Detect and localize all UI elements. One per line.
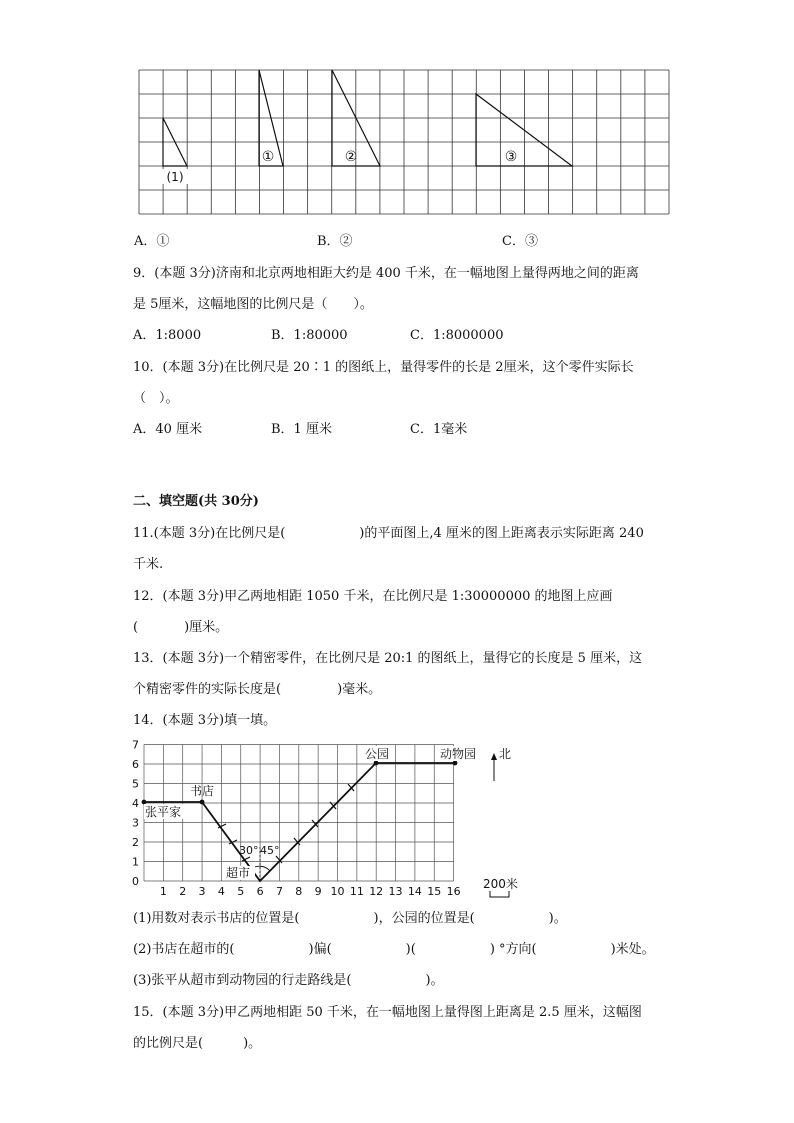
label-angle-30: 30°: [239, 844, 259, 857]
y-axis-ticks: [132, 739, 139, 889]
label-zoo: 动物园: [440, 747, 477, 761]
q14-2-text-e: )米处。: [610, 942, 655, 957]
x-tick-label: 3: [198, 885, 206, 898]
q9-option-c: C．1:8000000: [410, 328, 504, 343]
q14-3-text-b: )。: [425, 973, 444, 988]
label-scale: 200米: [483, 877, 518, 891]
q14-2-text-a: (2)书店在超市的(: [133, 942, 235, 957]
x-tick-label: 5: [237, 885, 245, 898]
q14-sub-1: [133, 911, 567, 927]
y-tick-label: 0: [132, 875, 139, 888]
q9-line-2: 是 5厘米，这幅地图的比例尺是（ ）。: [133, 297, 373, 312]
q9-line-1: 9．(本题 3分)济南和北京两地相距大约是 400 千米，在一幅地图上量得两地之间的距离: [133, 266, 639, 281]
x-tick-label: 10: [330, 885, 345, 898]
map-grid: [144, 745, 454, 882]
q10-option-b: B．1 厘米: [271, 422, 332, 437]
q14-1-text-c: )。: [548, 911, 567, 926]
q15-line-1: 15．(本题 3分)甲乙两地相距 50 千米，在一幅地图上量得图上距离是 2.5 厘米，这幅图: [133, 1005, 642, 1020]
point-park: [374, 761, 379, 766]
q9-option-a: A．1:8000: [133, 328, 202, 343]
point-home: [142, 800, 147, 805]
q11-line-2: 千米.: [133, 557, 164, 572]
x-tick-label: 6: [256, 885, 264, 898]
section-2-title: 二、填空题(共 30分): [133, 494, 259, 509]
q10-line-1: 10．(本题 3分)在比例尺是 20∶1 的图纸上，量得零件的长是 2厘米，这个零件实际长: [133, 360, 634, 375]
q12-line-2: [133, 620, 228, 636]
label-north: 北: [499, 747, 512, 761]
q11-text-a: 11.(本题 3分)在比例尺是(: [133, 526, 286, 541]
x-tick-label: 2: [179, 885, 187, 898]
x-tick-label: 8: [295, 885, 303, 898]
q9-option-b: B．1:80000: [271, 328, 348, 343]
q14-2-text-c: )(: [405, 942, 416, 957]
q13-line-1: 13．(本题 3分)一个精密零件，在比例尺是 20:1 的图纸上，量得它的长度是 5 厘米，这: [133, 651, 643, 666]
label-triangle-2: ②: [344, 149, 358, 165]
x-axis-ticks: [160, 885, 461, 898]
y-tick-label: 1: [132, 855, 139, 869]
y-tick-label: 7: [132, 738, 139, 752]
q8-option-c: C．③: [502, 234, 538, 249]
x-tick-label: 1: [159, 885, 167, 898]
q8-option-a: A．①: [134, 234, 170, 249]
q12-line-1: 12．(本题 3分)甲乙两地相距 1050 千米，在比例尺是 1:30000000 的地图上应画: [133, 589, 613, 604]
q14-sub-3: [133, 973, 444, 989]
q11-text-b: )的平面图上,4 厘米的图上距离表示实际距离 240: [359, 526, 644, 541]
q15-line-2: [133, 1036, 261, 1052]
q15-text-a: 的比例尺是(: [133, 1036, 204, 1051]
y-tick-label: 5: [132, 777, 139, 791]
q14-title: 14．(本题 3分)填一填。: [133, 713, 277, 728]
q15-text-b: )。: [243, 1036, 262, 1051]
q13-text-b: )毫米。: [337, 682, 382, 697]
x-tick-label: 13: [388, 885, 403, 898]
scale-bar: [490, 891, 509, 897]
label-bookstore: 书店: [190, 784, 215, 798]
q10-option-a: A．40 厘米: [133, 422, 203, 437]
q8-option-b: B．②: [317, 234, 353, 249]
x-tick-label: 4: [217, 885, 225, 898]
x-tick-label: 7: [275, 885, 283, 898]
label-park: 公园: [365, 747, 390, 761]
label-supermarket: 超市: [226, 866, 251, 880]
q13-text-a: 个精密零件的实际长度是(: [133, 682, 282, 697]
q10-option-c: C．1毫米: [410, 422, 468, 437]
q14-2-text-d: ) °方向(: [489, 942, 537, 957]
y-tick-label: 4: [132, 797, 139, 810]
triangle-3: [476, 94, 572, 166]
q14-2-text-b: )偏(: [308, 942, 332, 957]
grid-lines: [139, 70, 669, 214]
x-tick-label: 14: [407, 885, 422, 898]
label-triangle-3: ③: [504, 149, 518, 165]
y-tick-label: 6: [132, 758, 139, 771]
q14-route-map: [125, 735, 545, 900]
x-tick-label: 16: [446, 885, 461, 898]
point-bookstore: [200, 800, 205, 805]
q14-1-text-a: (1)用数对表示书店的位置是(: [133, 911, 300, 926]
route-line: [144, 763, 455, 881]
q14-3-text-a: (3)张平从超市到动物园的行走路线是(: [133, 973, 352, 988]
q10-line-2: （ ）。: [133, 391, 179, 406]
label-home: 张平家: [145, 805, 182, 819]
x-tick-label: 11: [349, 885, 364, 898]
q14-sub-2: [133, 942, 655, 958]
triangle-grid-figure: [0, 0, 794, 225]
q13-line-2: [133, 682, 381, 698]
q14-1-text-b: )，公园的位置是(: [373, 911, 475, 926]
q11-line-1: [133, 526, 644, 542]
y-tick-label: 2: [132, 836, 139, 849]
q12-text-b: )厘米。: [184, 620, 229, 635]
x-tick-label: 12: [369, 885, 384, 898]
x-tick-label: 9: [314, 885, 322, 898]
label-angle-45: 45°: [260, 844, 280, 857]
x-tick-label: 15: [427, 885, 442, 898]
point-zoo: [453, 761, 458, 766]
y-tick-label: 3: [132, 816, 139, 830]
q12-text-a: (: [133, 620, 139, 635]
label-triangle-1: ①: [261, 149, 275, 165]
label-small-triangle: (1): [166, 170, 184, 184]
